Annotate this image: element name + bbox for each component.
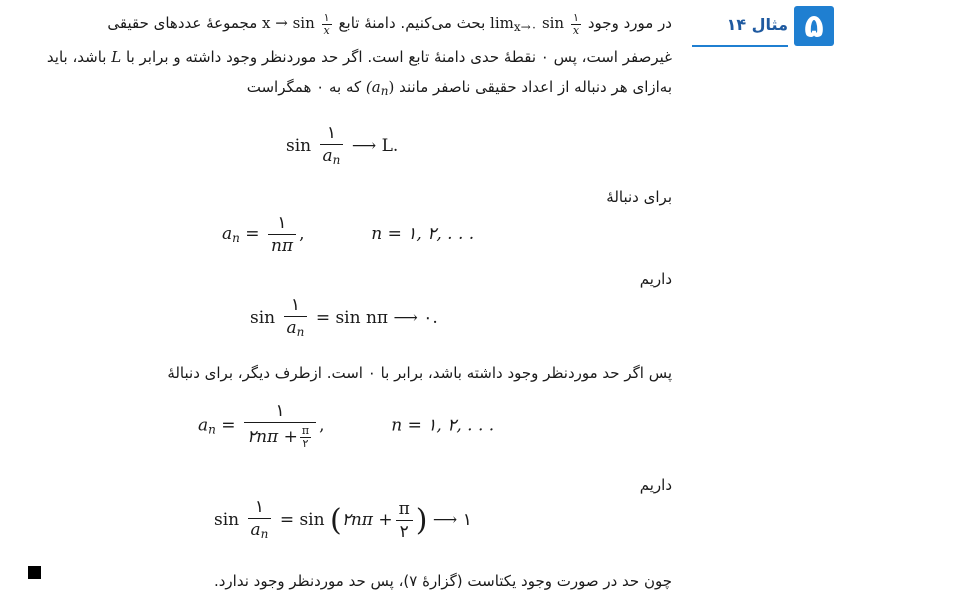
numerator: ۱ [248, 498, 272, 519]
intro-text: غیرصفر است، پس ۰ نقطهٔ حدی دامنهٔ تابع است. اگر حد موردنظر وجود داشته و برابر با [126, 48, 672, 66]
index-range: n = ۱, ۲, . . . [371, 224, 475, 244]
n-subscript: n [380, 84, 389, 98]
a-letter: (a [365, 78, 381, 96]
function-map [262, 8, 334, 38]
limit-expression [490, 8, 583, 42]
badge-underline [692, 45, 788, 47]
paren-close: ) [415, 503, 428, 538]
fraction [268, 214, 296, 255]
numerator: π [396, 500, 413, 521]
qed-square [28, 566, 41, 579]
equation-5 [214, 498, 472, 543]
example-label: مثال ۱۴ [726, 15, 788, 34]
denominator: ۲ [302, 437, 309, 450]
equation-tail: ⟶ ۱ [432, 510, 472, 530]
example-badge [692, 6, 834, 46]
text-we-have-2: داریم [639, 476, 672, 494]
denominator: $a_n$ [250, 520, 269, 541]
lim-text: lim [490, 14, 514, 32]
numerator: ۱ [244, 402, 316, 423]
denominator: $a_n$ [322, 146, 341, 167]
index-range: n = ۱, ۲, . . . [391, 415, 495, 436]
sin-text: sin [541, 14, 565, 32]
sin-text: sin [250, 308, 276, 328]
equation-tail: ⟶ L. [351, 136, 399, 156]
sin-text: sin [286, 136, 312, 156]
denominator: $a_n$ [286, 318, 305, 339]
denominator: ۲ [399, 522, 409, 542]
sin-text: sin [214, 510, 240, 530]
fraction [244, 402, 316, 450]
denominator: x [323, 23, 330, 37]
equation-tail: = sin nπ ⟶ ۰. [315, 308, 438, 328]
equation-mid: = sin [279, 510, 325, 530]
intro-line-1 [12, 8, 672, 42]
conclusion: چون حد در صورت وجود یکتاست (گزارهٔ ۷)، پس حد موردنظر وجود ندارد. [213, 572, 672, 590]
intro-line-2 [12, 42, 672, 72]
equation-1 [286, 124, 398, 169]
equation-3 [250, 296, 438, 341]
denominator [244, 423, 316, 450]
numerator: π [301, 424, 310, 437]
intro-text: باشد، باید [46, 48, 107, 66]
a-letter: a [198, 415, 209, 436]
paren-open: ( [329, 503, 342, 538]
lim-subscript: x→۰ [513, 20, 538, 34]
text-we-have: داریم [639, 270, 672, 288]
numerator: ۱ [268, 214, 296, 235]
intro-text: به‌ازای هر دنباله از اعداد حقیقی ناصفر مانند [399, 78, 672, 96]
intro-paragraph [12, 8, 672, 106]
sequence-an [366, 72, 394, 106]
chapter-number: ۵ [804, 7, 824, 45]
text-for-sequence: برای دنبالهٔ [606, 188, 672, 206]
intro-text: مجموعهٔ عددهای حقیقی [107, 14, 258, 32]
fraction [248, 498, 272, 543]
equation-4: $a_n$ = ۱ ۲nπ + $\frac{\pi}{۲}$ , n = ۱, ۲, . . . [198, 401, 495, 450]
inner-text: ۲nπ + [341, 510, 393, 530]
one-over-x [571, 12, 581, 37]
one-over-x [322, 12, 332, 37]
intro-line-3 [12, 72, 672, 106]
numerator: ۱ [284, 296, 308, 317]
denominator: x [572, 23, 580, 37]
denominator: nπ [270, 236, 294, 256]
limit-L: L [111, 48, 122, 66]
numerator: ۱ [320, 124, 344, 145]
numerator: ۱ [322, 12, 332, 25]
pi-over-two [396, 500, 413, 541]
intro-text: که به ۰ همگراست [246, 78, 362, 96]
text-so-if: پس اگر حد موردنظر وجود داشته باشد، برابر با ۰ است. ازطرف دیگر، برای دنبالهٔ [167, 364, 672, 382]
fraction [284, 296, 308, 341]
den-text: ۲nπ + [246, 427, 298, 447]
map-text: x → sin [262, 14, 315, 32]
intro-text: در مورد وجود [587, 14, 672, 32]
numerator: ۱ [571, 12, 581, 25]
equation-2: $a_n$ = $\frac{۱}{n\pi}$ , n = ۱, ۲, . . . [222, 213, 475, 256]
a-letter: a [222, 224, 233, 244]
intro-text: بحث می‌کنیم. دامنهٔ تابع [338, 14, 486, 32]
pi-over-two [300, 425, 311, 450]
paren-close: ) [388, 78, 395, 96]
fraction [320, 124, 344, 169]
